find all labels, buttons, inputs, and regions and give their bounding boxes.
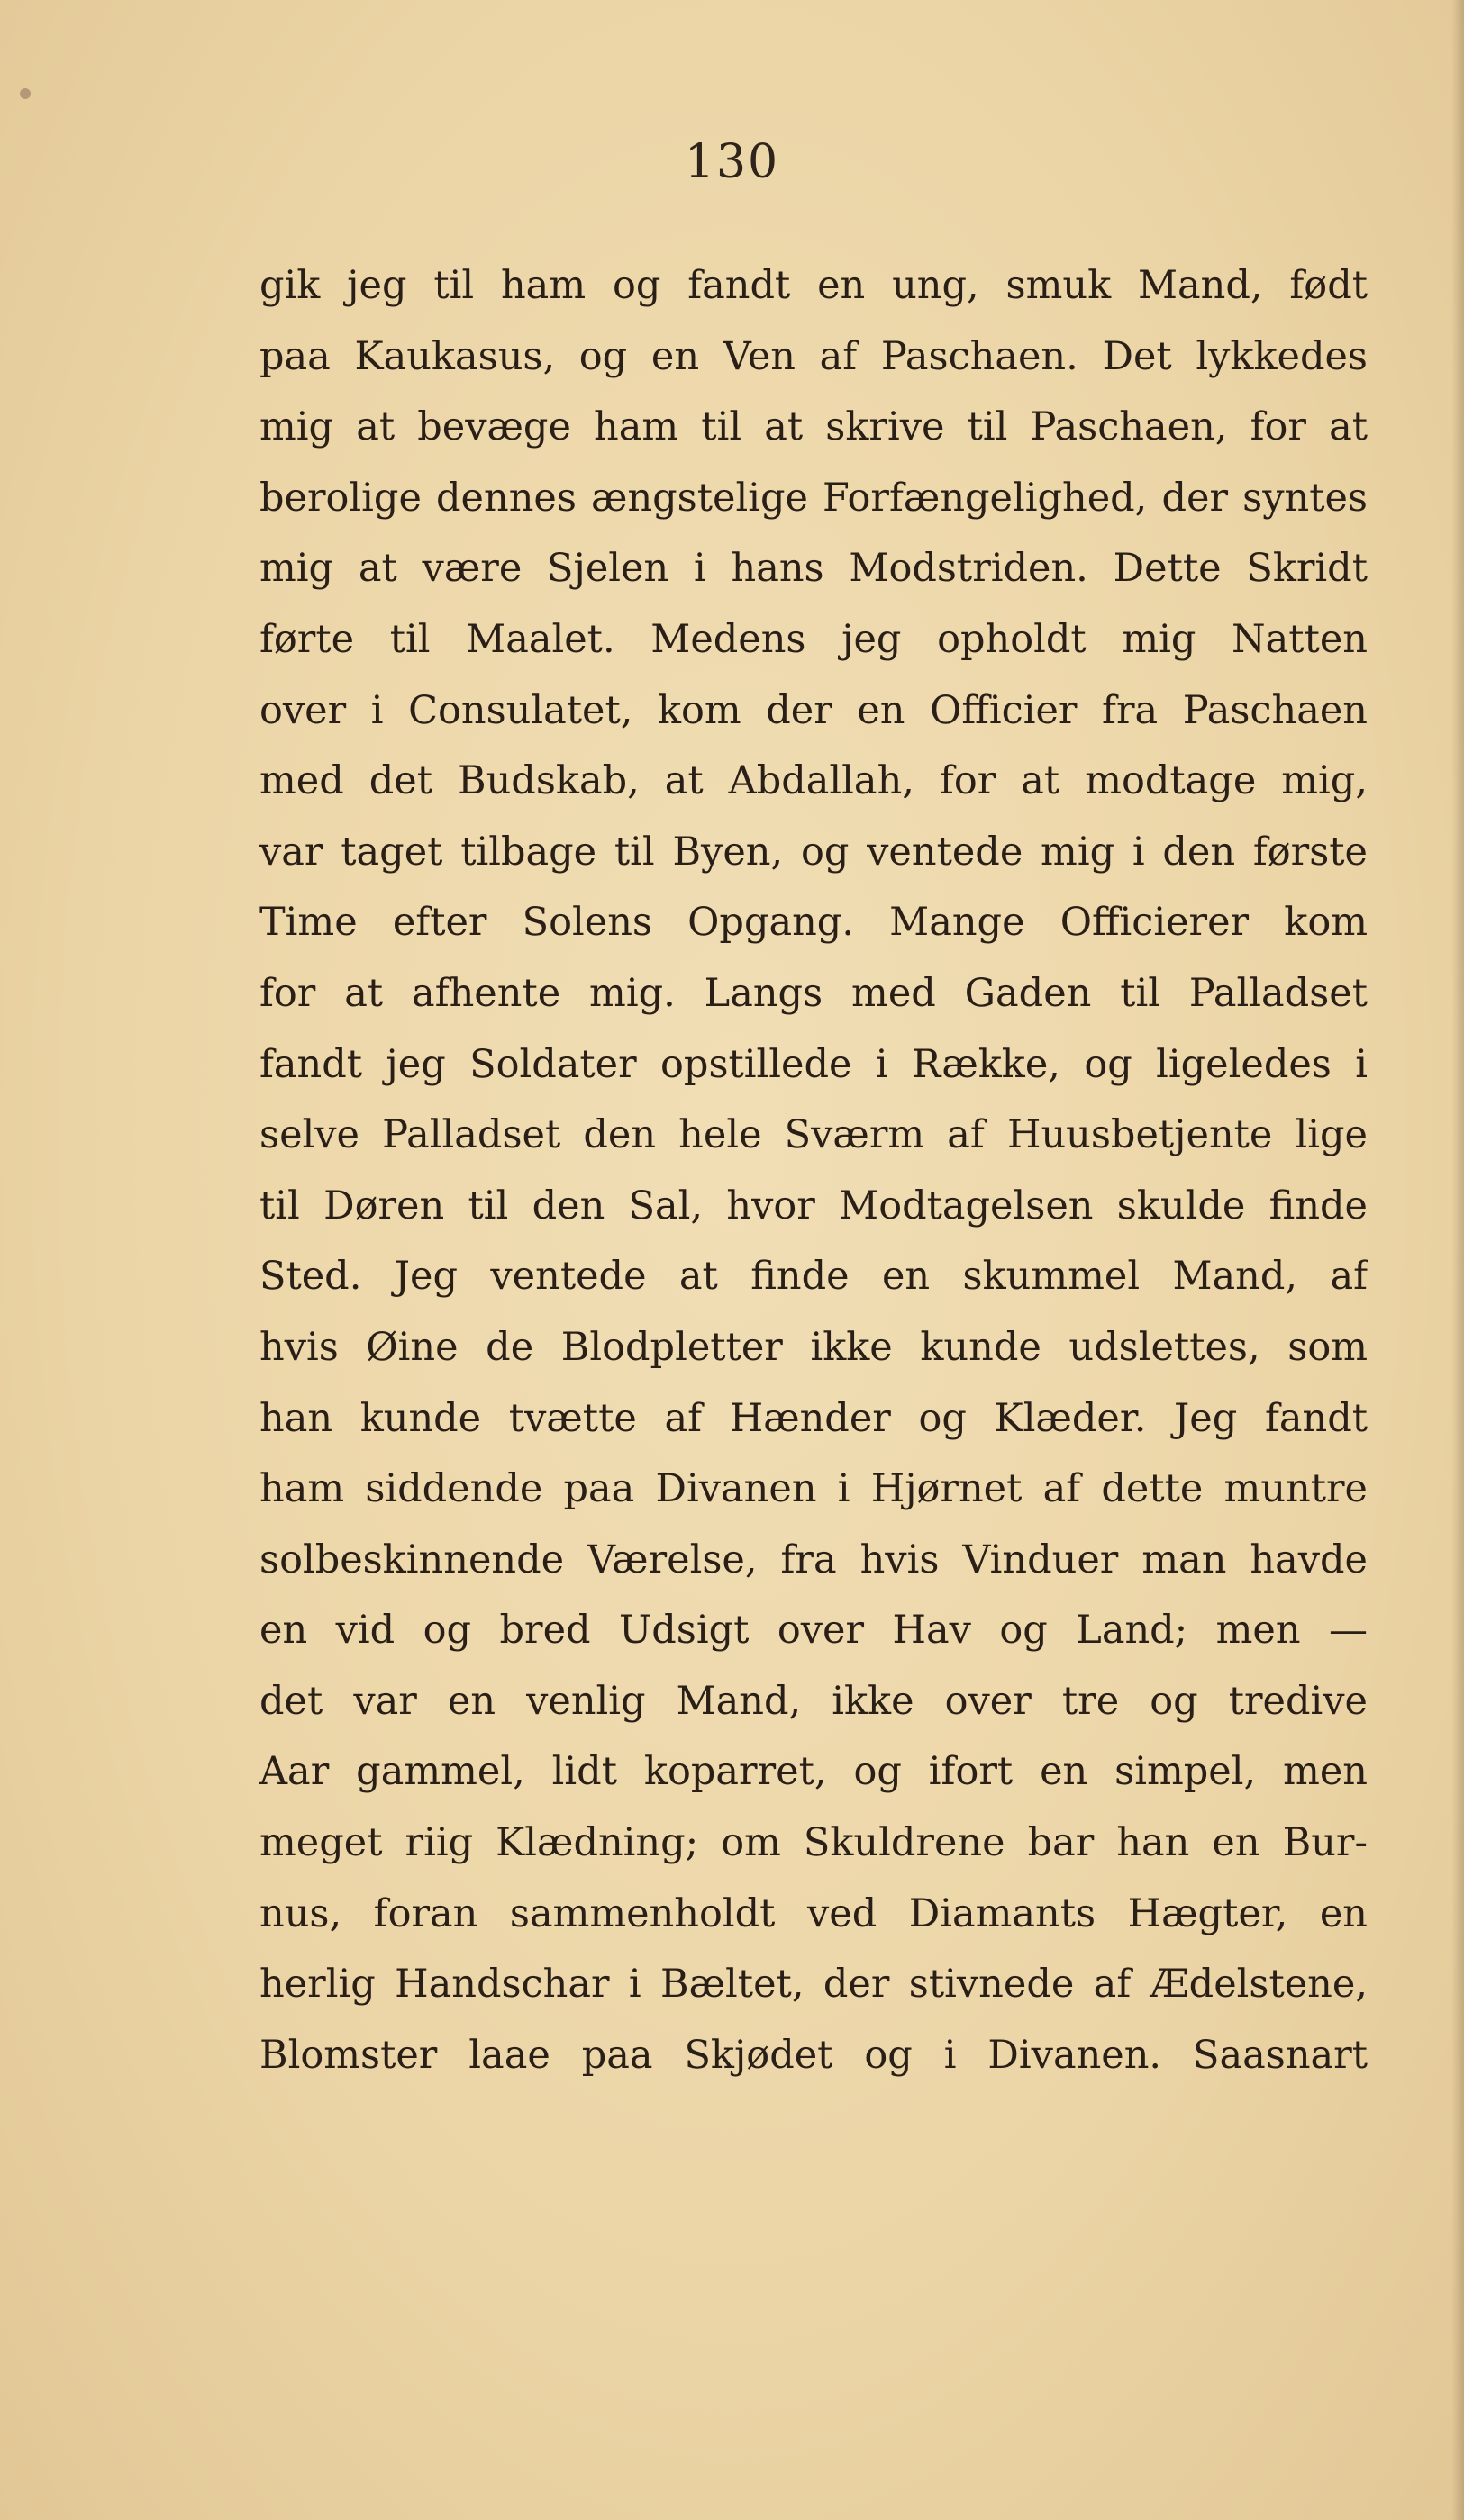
text-line: til Døren til den Sal, hvor Modtagelsen skulde finde [259, 1183, 1368, 1228]
text-line: Time efter Solens Opgang. Mange Officierer kom [259, 900, 1368, 946]
text-line: berolige dennes ængstelige Forfængelighed, der syntes [259, 475, 1368, 521]
text-line: meget riig Klædning; om Skuldrene bar han en Bur- [259, 1820, 1368, 1866]
text-line: gik jeg til ham og fandt en ung, smuk Mand, født [259, 263, 1368, 308]
text-line: mig at være Sjelen i hans Modstriden. Dette Skridt [259, 546, 1368, 592]
text-line: Blomster laae paa Skjødet og i Divanen. Saasnart [259, 2032, 1368, 2078]
text-line: hvis Øine de Blodpletter ikke kunde udslettes, som [259, 1324, 1368, 1370]
text-line: Aar gammel, lidt koparret, og ifort en simpel, men [259, 1749, 1368, 1795]
body-text [259, 250, 1368, 2090]
text-line: var taget tilbage til Byen, og ventede mig i den første [259, 829, 1368, 875]
text-line: over i Consulatet, kom der en Officier fra Paschaen [259, 687, 1368, 733]
paper-stain [20, 88, 31, 99]
page-number: 130 [684, 135, 780, 189]
text-line: selve Palladset den hele Sværm af Huusbetjente lige [259, 1112, 1368, 1158]
text-line: Sted. Jeg ventede at finde en skummel Mand, af [259, 1254, 1368, 1300]
text-line: herlig Handschar i Bæltet, der stivnede af Ædelstene, [259, 1962, 1368, 2008]
text-line: en vid og bred Udsigt over Hav og Land; men — [259, 1608, 1368, 1654]
text-line: førte til Maalet. Medens jeg opholdt mig Natten [259, 616, 1368, 662]
text-line: det var en venlig Mand, ikke over tre og tredive [259, 1678, 1368, 1724]
text-line: med det Budskab, at Abdallah, for at modtage mig, [259, 758, 1368, 804]
page-edge-shadow [1451, 0, 1464, 2520]
text-line: nus, foran sammenholdt ved Diamants Hægter, en [259, 1890, 1368, 1936]
text-line: han kunde tvætte af Hænder og Klæder. Jeg fandt [259, 1395, 1368, 1441]
text-line: paa Kaukasus, og en Ven af Paschaen. Det lykkedes [259, 333, 1368, 379]
text-line: for at afhente mig. Langs med Gaden til Palladset [259, 970, 1368, 1016]
text-line: solbeskinnende Værelse, fra hvis Vinduer man havde [259, 1536, 1368, 1582]
text-line: fandt jeg Soldater opstillede i Række, og ligeledes i [259, 1041, 1368, 1087]
text-line: ham siddende paa Divanen i Hjørnet af dette muntre [259, 1466, 1368, 1512]
text-line: mig at bevæge ham til at skrive til Paschaen, for at [259, 404, 1368, 450]
